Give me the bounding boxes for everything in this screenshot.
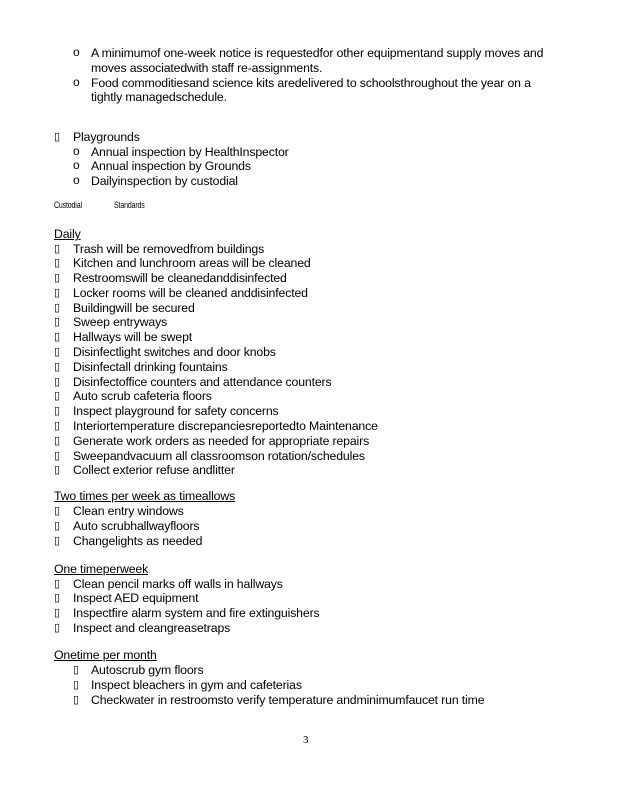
main-bullet: ▯ (54, 286, 60, 299)
weekly-heading: One timeperweek (54, 562, 149, 576)
item-text: Inspect bleachers in gym and cafeterias (91, 677, 302, 692)
main-bullet: ▯ (54, 242, 60, 255)
item-text: Changelights as needed (73, 533, 203, 548)
sub-bullet: o (73, 143, 80, 158)
item-text: Sweepandvacuum all classroomson rotation/schedules (73, 448, 365, 463)
list-item (0, 389, 600, 404)
list-item (0, 271, 600, 286)
main-bullet: ▯ (54, 257, 60, 270)
main-bullet: ▯ (54, 131, 60, 143)
item-line: moves associatedwith staff re-assignments. (91, 60, 323, 75)
main-bullet: ▯ (54, 301, 60, 314)
list-item (0, 663, 600, 678)
list-item (0, 345, 600, 360)
list-item (0, 621, 600, 636)
item-text: Auto scrubhallwayfloors (73, 518, 200, 533)
main-bullet: ▯ (54, 621, 60, 634)
main-bullet: ▯ (54, 405, 60, 418)
monthly-list (0, 663, 600, 707)
item-text: Inspectfire alarm system and fire extinguishers (73, 606, 320, 621)
main-bullet: ▯ (54, 592, 60, 605)
item-text: Buildingwill be secured (73, 300, 195, 315)
list-item (0, 693, 600, 708)
list-item (0, 159, 600, 174)
item-text: Disinfectlight switches and door knobs (73, 345, 276, 360)
custodial-label: Custodial (54, 200, 82, 210)
item-text: Hallways will be swept (73, 330, 193, 345)
item-text: Interiortemperature discrepanciesreportedto Maintenance (73, 419, 378, 434)
list-item (0, 315, 600, 330)
item-text: Checkwater in restroomsto verify temperature andminimumfaucet run time (91, 692, 485, 707)
item-text: Autoscrub gym floors (91, 663, 204, 677)
list-item (0, 534, 600, 549)
item-text: Inspect AED equipment (73, 591, 199, 606)
item-text: Inspect and cleangreasetraps (73, 620, 231, 635)
item-line: A minimumof one-week notice is requestedfor other equipmentand supply moves and (91, 46, 544, 60)
list-item (0, 404, 600, 419)
sub-bullet: o (73, 74, 80, 89)
weekly-list (0, 577, 600, 636)
sub-bullet: o (73, 158, 80, 173)
main-bullet: ▯ (54, 346, 60, 359)
main-bullet: ▯ (54, 331, 60, 344)
main-bullet: ▯ (54, 607, 60, 620)
list-item (0, 145, 600, 160)
main-bullet: ▯ (54, 449, 60, 462)
item-text: Sweep entryways (73, 315, 168, 330)
list-item (0, 242, 600, 257)
twice-weekly-heading: Two times per week as timeallows (54, 489, 236, 503)
list-item (0, 577, 600, 592)
list-item (0, 678, 600, 693)
daily-list (0, 242, 600, 479)
list-item (0, 591, 600, 606)
main-bullet: ▯ (54, 316, 60, 329)
sub-bullet: o (73, 45, 80, 59)
list-item (0, 449, 600, 464)
main-bullet: ▯ (54, 272, 60, 285)
page-number: 3 (303, 734, 309, 746)
standards-label: Standards (114, 200, 145, 210)
item-text: Auto scrub cafeteria floors (73, 389, 212, 404)
daily-heading: Daily (54, 227, 81, 241)
sub-bullet: o (73, 173, 80, 188)
main-bullet: ▯ (54, 390, 60, 403)
list-item (0, 286, 600, 301)
list-item (0, 606, 600, 621)
item-text: Trash will be removedfrom buildings (73, 241, 265, 256)
item-text: Locker rooms will be cleaned anddisinfected (73, 285, 308, 300)
list-item (0, 419, 600, 434)
main-bullet: ▯ (73, 664, 79, 676)
list-item (0, 375, 600, 390)
main-bullet: ▯ (73, 678, 79, 691)
item-text: Inspect playground for safety concerns (73, 404, 279, 419)
list-item (0, 360, 600, 375)
list-item (0, 174, 600, 189)
item-text: Collect exterior refuse andlitter (73, 463, 235, 478)
item-text: Generate work orders as needed for appropriate repairs (73, 433, 370, 448)
item-text: Clean entry windows (73, 504, 184, 518)
item-text: Disinfectoffice counters and attendance counters (73, 374, 332, 389)
main-bullet: ▯ (54, 505, 60, 517)
item-text: Dailyinspection by custodial (91, 174, 238, 189)
list-item (0, 504, 600, 519)
playgrounds-label: Playgrounds (73, 130, 140, 144)
main-bullet: ▯ (54, 464, 60, 477)
main-bullet: ▯ (54, 534, 60, 547)
twice-weekly-list (0, 504, 600, 548)
monthly-heading: Onetime per month (54, 648, 157, 662)
item-text: Restroomswill be cleanedanddisinfected (73, 271, 287, 286)
item-line: Food commoditiesand science kits aredelivered to schoolsthroughout the year on a (91, 75, 531, 90)
list-item (0, 519, 600, 534)
main-bullet: ▯ (54, 375, 60, 388)
item-text: Annual inspection by HealthInspector (91, 144, 289, 159)
main-bullet: ▯ (54, 577, 60, 590)
item-text: Disinfectall drinking fountains (73, 359, 228, 374)
item-text: Clean pencil marks off walls in hallways (73, 576, 283, 591)
main-bullet: ▯ (54, 434, 60, 447)
list-item (0, 330, 600, 345)
list-item (0, 463, 600, 478)
list-item (0, 301, 600, 316)
main-bullet: ▯ (73, 693, 79, 706)
item-line: tightly managedschedule. (91, 90, 227, 105)
playgrounds-list (0, 145, 600, 189)
item-text: Annual inspection by Grounds (91, 159, 251, 174)
main-bullet: ▯ (54, 519, 60, 532)
list-item (0, 434, 600, 449)
list-item (0, 256, 600, 271)
main-bullet: ▯ (54, 420, 60, 433)
item-text: Kitchen and lunchroom areas will be cleaned (73, 256, 311, 271)
main-bullet: ▯ (54, 360, 60, 373)
